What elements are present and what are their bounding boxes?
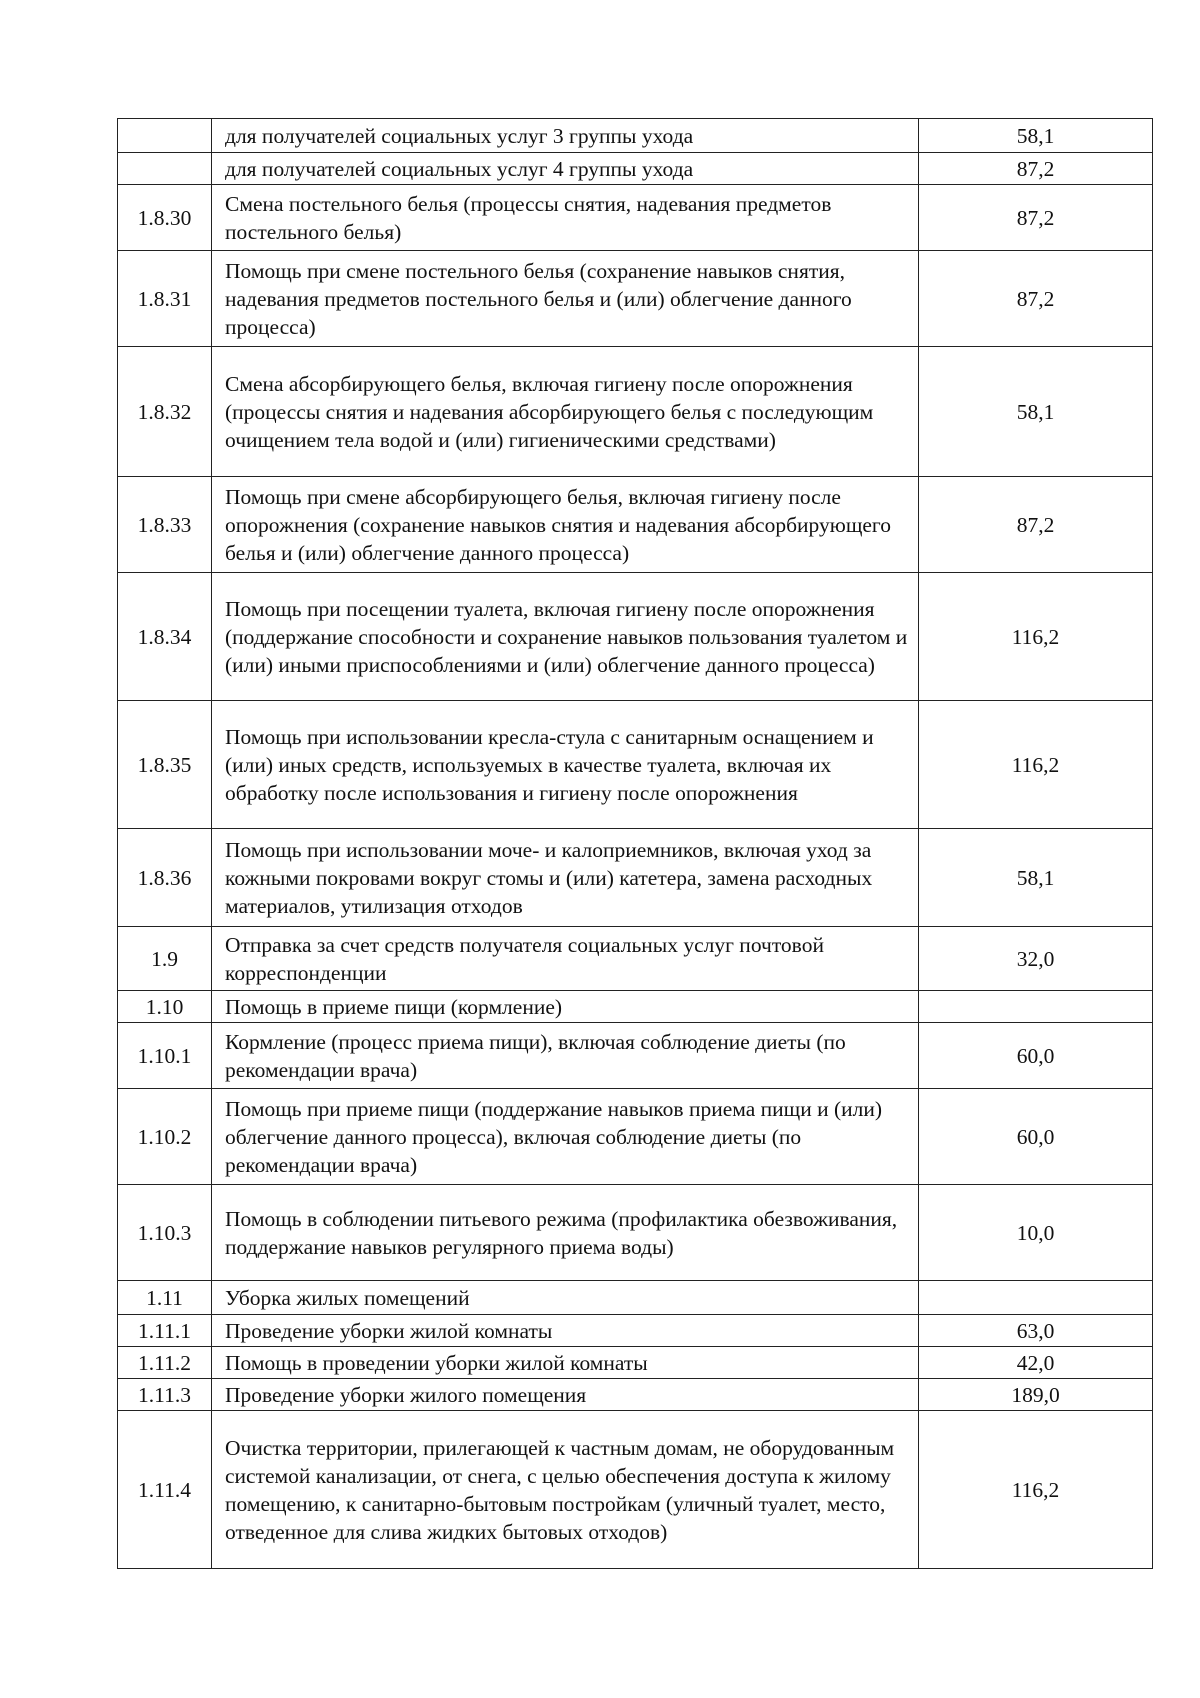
- table-row: [118, 153, 1153, 185]
- service-name-cell: Помощь в соблюдении питьевого режима (профилактика обезвоживания, поддержание навыков регулярного приема воды): [212, 1185, 919, 1281]
- service-price-cell: 60,0: [919, 1089, 1153, 1185]
- service-name-cell: для получателей социальных услуг 4 группы ухода: [212, 153, 919, 185]
- service-number-cell: 1.8.32: [118, 347, 212, 477]
- table-row: [118, 1185, 1153, 1281]
- service-name-cell: Помощь при посещении туалета, включая гигиену после опорожнения (поддержание способности и сохранение навыков пользования туалетом и (или) иными приспособлениями и (или) облегчение данного процесса): [212, 573, 919, 701]
- table-row: [118, 573, 1153, 701]
- table-row: [118, 119, 1153, 153]
- service-name-cell: Уборка жилых помещений: [212, 1281, 919, 1315]
- service-price-cell: [919, 991, 1153, 1023]
- table-row: [118, 1379, 1153, 1411]
- service-name-cell: Проведение уборки жилой комнаты: [212, 1315, 919, 1347]
- table-row: [118, 1315, 1153, 1347]
- service-name-cell: Смена постельного белья (процессы снятия, надевания предметов постельного белья): [212, 185, 919, 251]
- service-price-cell: 60,0: [919, 1023, 1153, 1089]
- service-price-cell: 116,2: [919, 701, 1153, 829]
- service-price-cell: 42,0: [919, 1347, 1153, 1379]
- service-price-cell: 87,2: [919, 185, 1153, 251]
- service-number-cell: 1.11.4: [118, 1411, 212, 1569]
- table-row: [118, 1023, 1153, 1089]
- service-name-cell: Помощь при смене абсорбирующего белья, включая гигиену после опорожнения (сохранение навыков снятия и надевания абсорбирующего белья и (или) облегчение данного процесса): [212, 477, 919, 573]
- table-row: [118, 1411, 1153, 1569]
- service-name-cell: Кормление (процесс приема пищи), включая соблюдение диеты (по рекомендации врача): [212, 1023, 919, 1089]
- table-row: [118, 701, 1153, 829]
- service-number-cell: [118, 119, 212, 153]
- service-number-cell: 1.8.33: [118, 477, 212, 573]
- service-price-cell: 63,0: [919, 1315, 1153, 1347]
- service-number-cell: 1.10.3: [118, 1185, 212, 1281]
- service-name-cell: Смена абсорбирующего белья, включая гигиену после опорожнения (процессы снятия и надевания абсорбирующего белья с последующим очищением тела водой и (или) гигиеническими средствами): [212, 347, 919, 477]
- service-number-cell: 1.10: [118, 991, 212, 1023]
- table-row: [118, 1347, 1153, 1379]
- service-number-cell: 1.9: [118, 927, 212, 991]
- service-number-cell: 1.11.3: [118, 1379, 212, 1411]
- services-price-table: [117, 118, 1153, 1569]
- table-row: [118, 829, 1153, 927]
- table-row: [118, 1089, 1153, 1185]
- service-price-cell: 87,2: [919, 251, 1153, 347]
- service-number-cell: 1.8.36: [118, 829, 212, 927]
- service-price-cell: 10,0: [919, 1185, 1153, 1281]
- service-name-cell: Помощь в проведении уборки жилой комнаты: [212, 1347, 919, 1379]
- service-number-cell: 1.10.2: [118, 1089, 212, 1185]
- service-price-cell: 116,2: [919, 573, 1153, 701]
- service-name-cell: Отправка за счет средств получателя социальных услуг почтовой корреспонденции: [212, 927, 919, 991]
- service-name-cell: Проведение уборки жилого помещения: [212, 1379, 919, 1411]
- table-row: [118, 347, 1153, 477]
- table-row: [118, 477, 1153, 573]
- service-name-cell: Помощь при смене постельного белья (сохранение навыков снятия, надевания предметов постельного белья и (или) облегчение данного процесса): [212, 251, 919, 347]
- service-name-cell: Помощь при приеме пищи (поддержание навыков приема пищи и (или) облегчение данного процесса), включая соблюдение диеты (по рекомендации врача): [212, 1089, 919, 1185]
- service-number-cell: 1.11: [118, 1281, 212, 1315]
- service-name-cell: Помощь при использовании моче- и калоприемников, включая уход за кожными покровами вокруг стомы и (или) катетера, замена расходных материалов, утилизация отходов: [212, 829, 919, 927]
- service-price-cell: 58,1: [919, 829, 1153, 927]
- table-body: [118, 119, 1153, 1569]
- service-number-cell: 1.11.1: [118, 1315, 212, 1347]
- service-name-cell: Очистка территории, прилегающей к частным домам, не оборудованным системой канализации, от снега, с целью обеспечения доступа к жилому помещению, к санитарно-бытовым постройкам (уличный туалет, место, отведенное для слива жидких бытовых отходов): [212, 1411, 919, 1569]
- table-row: [118, 1281, 1153, 1315]
- service-price-cell: 189,0: [919, 1379, 1153, 1411]
- service-name-cell: Помощь в приеме пищи (кормление): [212, 991, 919, 1023]
- table-row: [118, 251, 1153, 347]
- service-price-cell: 58,1: [919, 347, 1153, 477]
- service-number-cell: 1.8.34: [118, 573, 212, 701]
- service-price-cell: [919, 1281, 1153, 1315]
- service-number-cell: 1.8.35: [118, 701, 212, 829]
- service-price-cell: 87,2: [919, 153, 1153, 185]
- table-row: [118, 991, 1153, 1023]
- service-price-cell: 32,0: [919, 927, 1153, 991]
- service-name-cell: для получателей социальных услуг 3 группы ухода: [212, 119, 919, 153]
- service-price-cell: 58,1: [919, 119, 1153, 153]
- service-name-cell: Помощь при использовании кресла-стула с санитарным оснащением и (или) иных средств, используемых в качестве туалета, включая их обработку после использования и гигиену после опорожнения: [212, 701, 919, 829]
- table-row: [118, 927, 1153, 991]
- service-number-cell: 1.8.31: [118, 251, 212, 347]
- service-price-cell: 87,2: [919, 477, 1153, 573]
- service-price-cell: 116,2: [919, 1411, 1153, 1569]
- service-number-cell: 1.8.30: [118, 185, 212, 251]
- table-row: [118, 185, 1153, 251]
- service-number-cell: 1.11.2: [118, 1347, 212, 1379]
- service-number-cell: [118, 153, 212, 185]
- service-number-cell: 1.10.1: [118, 1023, 212, 1089]
